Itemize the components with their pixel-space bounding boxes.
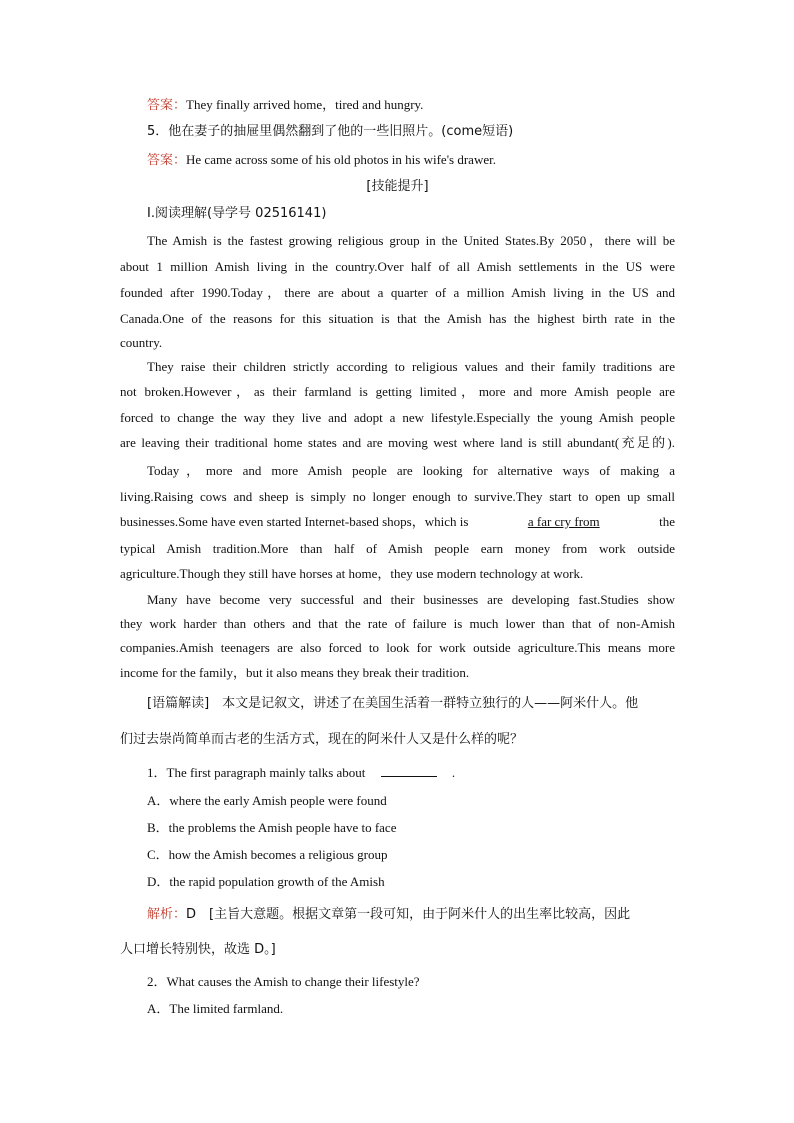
question-5: 5．他在妻子的抽屉里偶然翻到了他的一些旧照片。(come短语) <box>147 124 514 139</box>
passage-line: companies.Amish teenagers are also forced to look for work outside agriculture.This means more <box>120 640 675 655</box>
option-d: D．the rapid population growth of the Amish <box>147 874 385 889</box>
explanation-label: 解析： <box>147 907 187 922</box>
passage-line: founded after 1990.Today，there are about a quarter of a million Amish living in the US and <box>120 285 675 300</box>
passage-line: forced to change the way they live and adopt a new lifestyle.Especially the young Amish people <box>120 410 675 425</box>
passage-line: not broken.However，as their farmland is getting limited，more and more Amish people are <box>120 384 675 399</box>
option-a: A．where the early Amish people were found <box>147 793 387 808</box>
question-stem-text: 1．The first paragraph mainly talks about <box>147 765 366 780</box>
passage-line: living.Raising cows and sheep is simply no longer enough to survive.They start to open up small <box>120 489 675 504</box>
explanation-text: D [主旨大意题。根据文章第一段可知，由于阿米什人的出生率比较高，因此 <box>186 907 631 922</box>
answer-label: 答案： <box>147 98 187 113</box>
passage-line: The Amish is the fastest growing religious group in the United States.By 2050，there will be <box>147 233 675 248</box>
question-stem-end: . <box>451 765 456 780</box>
passage-line: about 1 million Amish living in the country.Over half of all Amish settlements in the US were <box>120 259 675 274</box>
passage-line: are leaving their traditional home states and are moving west where land is still abundant(充足的). <box>120 435 675 450</box>
passage-fragment: the <box>659 514 675 529</box>
analysis-line: [语篇解读] 本文是记叙文，讲述了在美国生活着一群特立独行的人——阿米什人。他 <box>147 696 639 711</box>
section-title: [技能提升] <box>366 179 429 194</box>
option-a: A．The limited farmland. <box>147 1001 284 1016</box>
passage-line: Many have become very successful and their businesses are developing fast.Studies show <box>147 592 675 607</box>
passage-line: they work harder than others and that the rate of failure is much lower than that of non-Amish <box>120 616 675 631</box>
question-1-stem <box>147 764 675 782</box>
passage-line: country. <box>120 335 163 350</box>
answer-label: 答案： <box>147 153 187 168</box>
option-c: C．how the Amish becomes a religious group <box>147 847 388 862</box>
passage-line: Today，more and more Amish people are looking for alternative ways of making a <box>147 463 675 478</box>
question-2-stem: 2．What causes the Amish to change their lifestyle? <box>147 974 420 989</box>
option-b: B．the problems the Amish people have to face <box>147 820 397 835</box>
answer-5 <box>147 151 675 170</box>
passage-line-with-phrase <box>120 513 675 531</box>
answer-blank <box>381 764 437 777</box>
passage-line: Canada.One of the reasons for this situation is that the Amish has the highest birth rate in the <box>120 311 675 326</box>
analysis-line: 们过去崇尚简单而古老的生活方式，现在的阿米什人又是什么样的呢？ <box>120 732 524 747</box>
explanation-line: 人口增长特别快，故选 D。] <box>120 942 276 957</box>
passage-fragment: businesses.Some have even started Internet-based shops，which is <box>120 514 469 529</box>
reading-header: Ⅰ.阅读理解(导学号 02516141) <box>147 206 327 221</box>
passage-line: They raise their children strictly according to religious values and their family traditions are <box>147 359 675 374</box>
answer-text: They finally arrived home，tired and hungry. <box>186 97 424 112</box>
underlined-phrase: a far cry from <box>527 514 600 529</box>
passage-line: income for the family，but it also means they break their tradition. <box>120 665 470 680</box>
answer-4 <box>147 96 675 115</box>
passage-line: typical Amish tradition.More than half of Amish people earn money from work outside <box>120 541 675 556</box>
passage-line: agriculture.Though they still have horses at home，they use modern technology at work. <box>120 566 584 581</box>
explanation-line <box>147 906 675 924</box>
answer-text: He came across some of his old photos in his wife's drawer. <box>186 152 496 167</box>
